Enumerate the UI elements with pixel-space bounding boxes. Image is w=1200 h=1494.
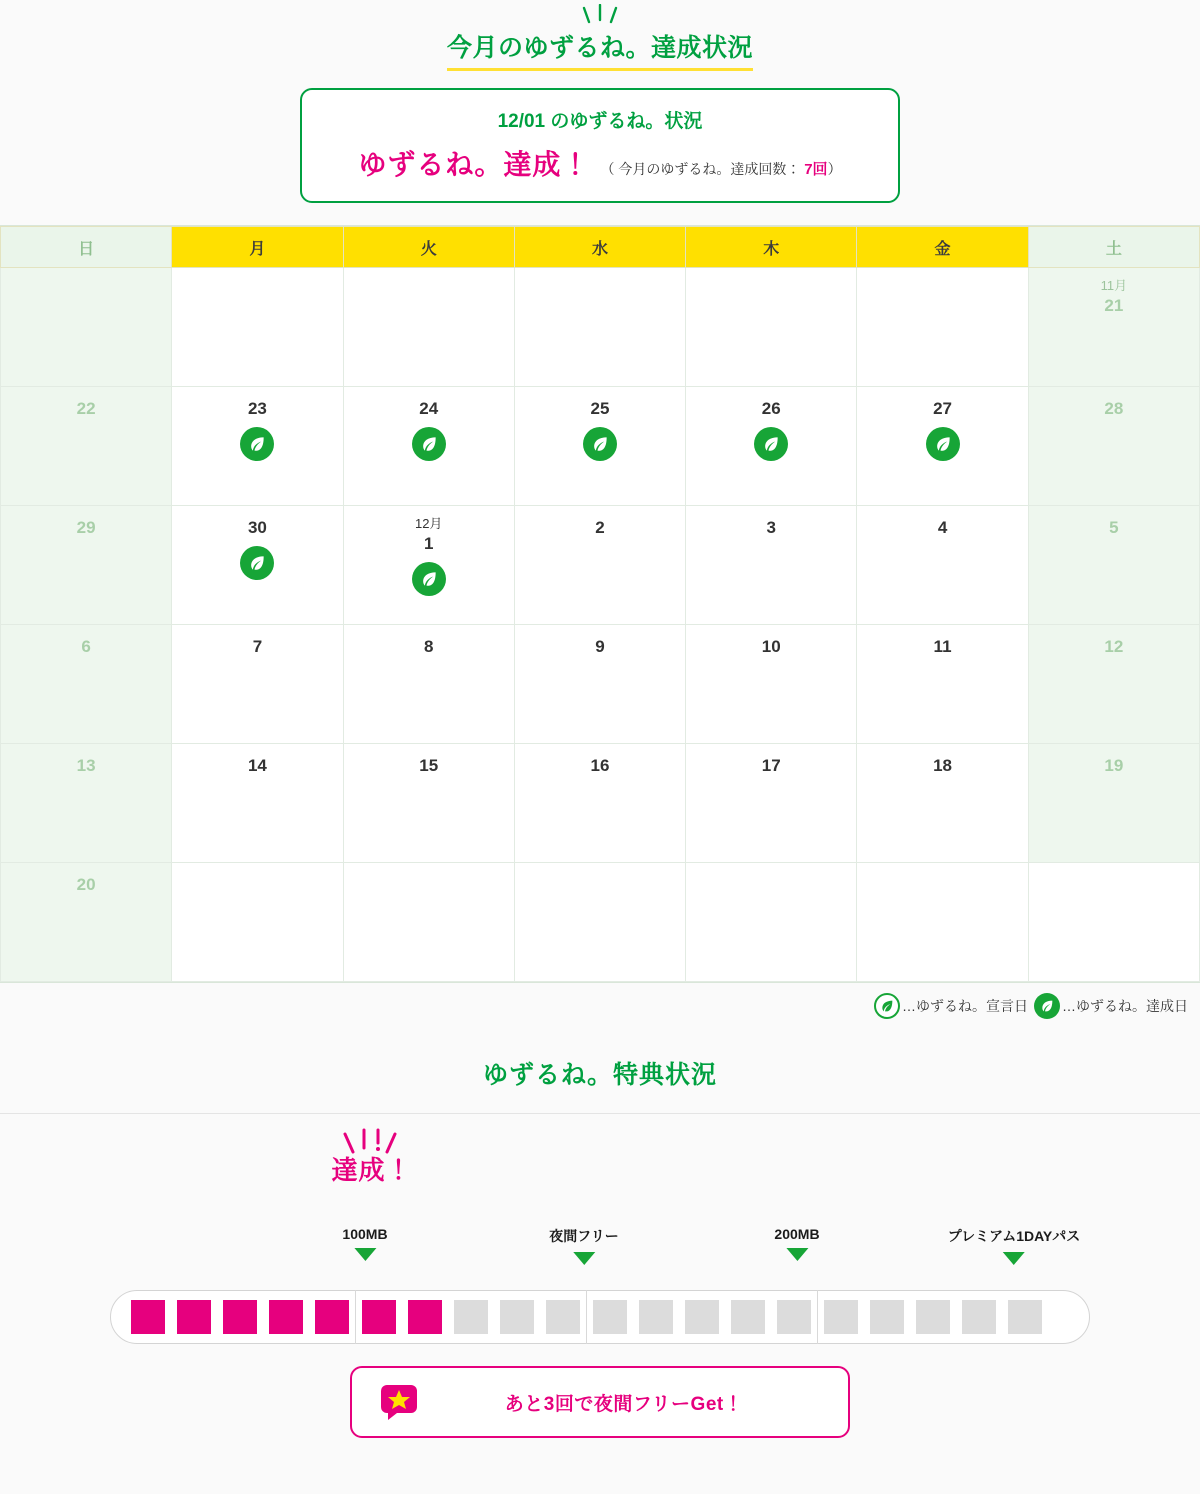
milestone-markers: [0, 1226, 1200, 1282]
calendar-day: [686, 387, 856, 495]
calendar-week-row: [1, 625, 1200, 744]
gauge-cell-empty: [1008, 1300, 1042, 1334]
leaf-icon: [1039, 998, 1055, 1014]
calendar-cell-11[interactable]: [857, 625, 1028, 744]
calendar-cell-20[interactable]: [1, 863, 172, 982]
calendar-day-number: 25: [590, 399, 610, 418]
gauge-group-1: [125, 1290, 355, 1344]
calendar-cell-8[interactable]: [343, 625, 514, 744]
leaf-icon: [419, 434, 439, 454]
gauge-group-3: [586, 1290, 817, 1344]
calendar-cell-19[interactable]: [1028, 744, 1199, 863]
calendar-cell-30[interactable]: [172, 506, 343, 625]
calendar-day: [1, 506, 171, 614]
leaf-achieved-icon: [1034, 993, 1060, 1019]
milestone-label: 夜間フリー: [549, 1228, 619, 1244]
calendar-cell-5[interactable]: [1028, 506, 1199, 625]
calendar-cell-14[interactable]: [172, 744, 343, 863]
benefits-title: ゆずるね。特典状況: [0, 1055, 1200, 1114]
status-count: [600, 158, 841, 179]
calendar-day-number: 18: [933, 756, 952, 775]
page-title: 今月のゆずるね。達成状況: [447, 28, 753, 71]
calendar-legend: [0, 983, 1200, 1025]
calendar-day-number: 14: [247, 756, 267, 775]
calendar-cell-23[interactable]: [172, 387, 343, 506]
calendar-week-row: [1, 744, 1200, 863]
calendar-day: [686, 625, 856, 733]
status-count-prefix: （ 今月のゆずるね。達成回数：: [600, 161, 801, 177]
gauge-cell-empty: [685, 1300, 719, 1334]
gauge-cell-empty: [777, 1300, 811, 1334]
calendar-weekday-土: 土: [1028, 227, 1199, 268]
calendar-day: [1029, 506, 1199, 614]
calendar-cell-11月21[interactable]: [1028, 268, 1199, 387]
calendar-day-number: 15: [419, 756, 439, 775]
calendar-day: [344, 625, 514, 733]
gauge-cell-empty: [731, 1300, 765, 1334]
calendar-cell-4[interactable]: [857, 506, 1028, 625]
gauge-cell-empty: [962, 1300, 996, 1334]
gauge-cell-filled: [362, 1300, 396, 1334]
gauge-group-4: [817, 1290, 1048, 1344]
calendar-day: [686, 506, 856, 614]
calendar-week-row: [1, 863, 1200, 982]
down-arrow-icon: [354, 1248, 376, 1261]
calendar-day: [1029, 744, 1199, 852]
calendar-cell-17[interactable]: [686, 744, 857, 863]
leaf-icon: [761, 434, 781, 454]
calendar-day-number: 20: [76, 875, 96, 894]
leaf-icon: [933, 434, 953, 454]
milestone-label: プレミアム1DAYパス: [947, 1228, 1081, 1244]
calendar-day-number: 26: [761, 399, 781, 418]
gauge-cell-empty: [916, 1300, 950, 1334]
milestone-100MB: [342, 1226, 387, 1261]
calendar-weekday-金: 金: [857, 227, 1028, 268]
milestone-夜間フリー: [549, 1226, 618, 1265]
calendar-cell-6[interactable]: [1, 625, 172, 744]
calendar-day: [1029, 625, 1199, 733]
calendar-day-number: 1: [423, 534, 434, 553]
calendar-day: [515, 744, 685, 852]
gauge-cell-empty: [546, 1300, 580, 1334]
gauge-cell-empty: [593, 1300, 627, 1334]
calendar-day-number: 16: [590, 756, 610, 775]
calendar-weekday-月: 月: [172, 227, 343, 268]
calendar-cell-empty: [514, 863, 685, 982]
legend-achieved: [1034, 993, 1188, 1019]
calendar-body: [1, 268, 1200, 982]
calendar-cell-2[interactable]: [514, 506, 685, 625]
calendar-day: [515, 387, 685, 495]
achieved-badge: [412, 427, 446, 461]
calendar-day: [344, 506, 514, 614]
gauge-cell-filled: [269, 1300, 303, 1334]
achieved-label: 達成！: [331, 1155, 413, 1185]
speech-balloon-icon: [380, 1384, 420, 1420]
calendar-cell-empty: [343, 268, 514, 387]
calendar-cell-empty: [172, 863, 343, 982]
calendar-day: [515, 625, 685, 733]
leaf-icon: [247, 553, 267, 573]
calendar-day-number: 17: [761, 756, 781, 775]
calendar: [0, 225, 1200, 983]
leaf-icon: [879, 998, 895, 1014]
calendar-day-number: 29: [76, 518, 96, 537]
calendar-day-number: 28: [1104, 399, 1124, 418]
gauge-cell-empty: [454, 1300, 488, 1334]
milestone-200MB: [774, 1226, 819, 1261]
gauge-cell-filled: [315, 1300, 349, 1334]
calendar-cell-empty: [1028, 863, 1199, 982]
calendar-day: [1, 387, 171, 495]
leaf-icon: [590, 434, 610, 454]
down-arrow-icon: [573, 1252, 595, 1265]
next-reward-button[interactable]: [350, 1366, 850, 1438]
calendar-day: [1, 625, 171, 733]
calendar-day-number: 22: [76, 399, 96, 418]
calendar-cell-29[interactable]: [1, 506, 172, 625]
sparkle-icon: [570, 4, 630, 30]
achieved-badge: [240, 546, 274, 580]
achieved-badge: [754, 427, 788, 461]
calendar-day: [1029, 268, 1199, 376]
calendar-cell-7[interactable]: [172, 625, 343, 744]
milestone-label: 100MB: [342, 1226, 388, 1242]
next-reward-label: あと3回で夜間フリーGet！: [504, 1393, 744, 1415]
calendar-day-number: 11: [933, 637, 952, 656]
calendar-day-number: 27: [933, 399, 952, 418]
calendar-day-number: 6: [81, 637, 91, 656]
calendar-week-row: [1, 268, 1200, 387]
calendar-day: [172, 506, 342, 614]
legend-declared: [874, 993, 1028, 1019]
calendar-cell-12[interactable]: [1028, 625, 1199, 744]
calendar-day-number: 24: [419, 399, 439, 418]
calendar-cell-18[interactable]: [857, 744, 1028, 863]
calendar-cell-25[interactable]: [514, 387, 685, 506]
calendar-day-number: 19: [1104, 756, 1124, 775]
calendar-cell-empty: [857, 268, 1028, 387]
progress-gauge[interactable]: [110, 1290, 1090, 1344]
calendar-month-label: 12月: [414, 516, 443, 531]
calendar-cell-26[interactable]: [686, 387, 857, 506]
achieved-badge: [412, 562, 446, 596]
achieved-badge: [583, 427, 617, 461]
calendar-day-number: 2: [595, 518, 605, 537]
calendar-cell-empty: [343, 863, 514, 982]
calendar-day: [1, 863, 171, 971]
legend-achieved-label: …ゆずるね。達成日: [1062, 998, 1188, 1014]
status-count-value: 7回: [804, 161, 828, 178]
calendar-day-number: 9: [595, 637, 605, 656]
leaf-icon: [247, 434, 267, 454]
leaf-icon: [419, 569, 439, 589]
calendar-weekday-日: 日: [1, 227, 172, 268]
status-date: 12/01 のゆずるね。状況: [497, 111, 703, 132]
calendar-day: [1029, 387, 1199, 495]
calendar-cell-empty: [686, 268, 857, 387]
calendar-cell-9[interactable]: [514, 625, 685, 744]
calendar-day-number: 7: [252, 637, 263, 656]
milestone-label: 200MB: [774, 1226, 820, 1242]
legend-declared-label: …ゆずるね。宣言日: [902, 998, 1028, 1014]
calendar-cell-10[interactable]: [686, 625, 857, 744]
calendar-day-number: 23: [247, 399, 267, 418]
calendar-day-number: 8: [423, 637, 434, 656]
calendar-day-number: 21: [1104, 296, 1124, 315]
calendar-cell-12月1[interactable]: [343, 506, 514, 625]
calendar-cell-empty: [172, 268, 343, 387]
calendar-day-number: 5: [1109, 518, 1119, 537]
achieved-callout: [322, 1150, 422, 1187]
down-arrow-icon: [786, 1248, 808, 1261]
calendar-day-number: 10: [761, 637, 781, 656]
calendar-day: [515, 506, 685, 614]
calendar-cell-empty: [686, 863, 857, 982]
calendar-day-number: 4: [937, 518, 948, 537]
calendar-day: [857, 625, 1027, 733]
calendar-cell-empty: [1, 268, 172, 387]
calendar-day: [857, 506, 1027, 614]
leaf-declared-icon: [874, 993, 900, 1019]
calendar-cell-15[interactable]: [343, 744, 514, 863]
calendar-weekday-水: 水: [514, 227, 685, 268]
calendar-day-number: 3: [766, 518, 776, 537]
calendar-weekday-火: 火: [343, 227, 514, 268]
calendar-table: [0, 226, 1200, 982]
calendar-day: [172, 625, 342, 733]
calendar-day-number: 30: [247, 518, 267, 537]
calendar-day: [857, 744, 1027, 852]
calendar-cell-16[interactable]: [514, 744, 685, 863]
calendar-header-row: [1, 227, 1200, 268]
calendar-cell-24[interactable]: [343, 387, 514, 506]
calendar-day: [686, 744, 856, 852]
calendar-cell-22[interactable]: [1, 387, 172, 506]
calendar-day-number: 12: [1104, 637, 1124, 656]
calendar-day: [172, 387, 342, 495]
gauge-cell-filled: [408, 1300, 442, 1334]
down-arrow-icon: [1003, 1252, 1025, 1265]
gauge-cell-empty: [500, 1300, 534, 1334]
milestone-プレミアム1DAYパス: [948, 1226, 1081, 1265]
gauge-cell-empty: [639, 1300, 673, 1334]
calendar-month-label: 11月: [1100, 278, 1128, 293]
gauge-cell-filled: [177, 1300, 211, 1334]
calendar-day: [344, 387, 514, 495]
calendar-day-number: 13: [76, 756, 96, 775]
benefits-gauge-area: [0, 1114, 1200, 1344]
achieved-badge: [926, 427, 960, 461]
calendar-day: [857, 387, 1027, 495]
status-row: [312, 143, 888, 183]
calendar-cell-empty: [514, 268, 685, 387]
calendar-cell-3[interactable]: [686, 506, 857, 625]
gauge-cell-filled: [223, 1300, 257, 1334]
achieved-badge: [240, 427, 274, 461]
calendar-day: [1, 744, 171, 852]
page-header: [0, 0, 1200, 66]
calendar-weekday-木: 木: [686, 227, 857, 268]
calendar-week-row: [1, 387, 1200, 506]
cta-wrapper: [0, 1366, 1200, 1478]
calendar-day: [172, 744, 342, 852]
status-result: ゆずるね。達成！: [358, 149, 591, 180]
gauge-cell-empty: [824, 1300, 858, 1334]
calendar-day: [344, 744, 514, 852]
gauge-group-2: [355, 1290, 586, 1344]
gauge-cell-empty: [870, 1300, 904, 1334]
calendar-week-row: [1, 506, 1200, 625]
star-balloon-icon: [380, 1384, 420, 1420]
gauge-cell-filled: [131, 1300, 165, 1334]
calendar-cell-28[interactable]: [1028, 387, 1199, 506]
calendar-cell-empty: [857, 863, 1028, 982]
calendar-cell-13[interactable]: [1, 744, 172, 863]
calendar-cell-27[interactable]: [857, 387, 1028, 506]
status-card: [300, 88, 900, 203]
status-count-suffix: ）: [827, 161, 842, 177]
